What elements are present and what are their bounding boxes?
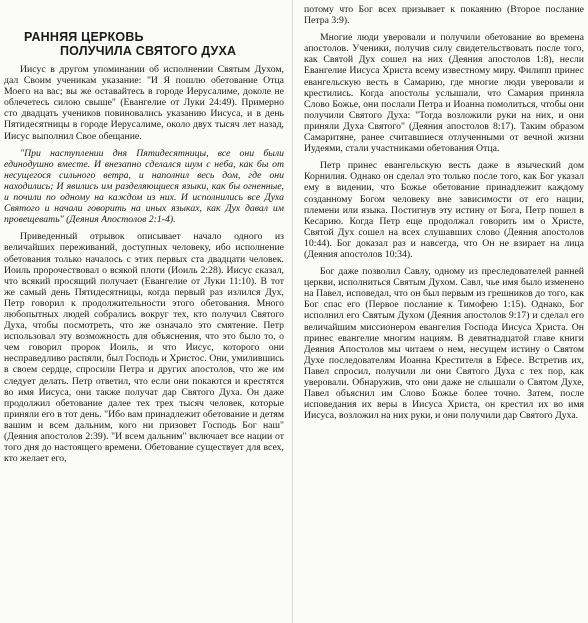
scripture-quote: "При наступлении дня Пятидесятницы, все они были единодушно вместе. И внезапно сделался шум с неба, как бы от несущегося сильного ветра, и наполнил весь дом, где они находились; И явились им разделяющиеся языки, как бы огненные, и почили по одному на каждом из них. И исполнились все Духа Святого и начали говорить на иных языках, как Дух давал им провещевать" (Деяния Апостолов 2:1-4). bbox=[4, 147, 284, 226]
paragraph-continuation: потому что Бог всех призывает к покаянию (Второе послание Петра 3:9). bbox=[304, 4, 584, 27]
paragraph-cornelius: Петр принес евангельскую весть даже в языческий дом Корнилия. Однако он сделал это только после того, как Бог указал ему в видении, что Божье обетование принадлежит каждому созданному Богом человеку вне зависимости от его нации, племени или языка. Постигнув эту истину от Бога, Петр пошел в Кесарию. Когда Петр еще продолжал говорить им о Христе, Святой Дух сошел на всех слушавших слово (Деяния апостолов 10:44). Бог доказал раз и навсегда, что Он не взирает на лица (Деяния апостолов 10:34). bbox=[304, 160, 584, 260]
paragraph-pentecost: Приведенный отрывок описывает начало одного из величайших переживаний, доступных человеку, ибо исполнение обетования только началось с этих первых ста двадцати человек. Иоиль пророчествовал о всякой плоти (Иоиль 2:28). Иисус сказал, что всякий просящий получает (Евангелие от Луки 11:10). В тот же самый день Пятидесятницы, когда первый раз излился Дух, Петр говорил к продолжительности этого обетования. Много любопытных людей собрались вокруг тех, кто получил Святого Духа, чтобы посмотреть, что же означало это смятение. Петр использовал эту возможность для объяснения, что это было то, о чем говорил пророк Иоиль, и что Иисус, которого они несправедливо распяли, был Господь и Христос. Они, умилившись в своем сердце, спросили Петра и других апостолов, что же им следует делать. Петр ответил, что если они покаются и крестятся во имя Иисуса, они также получат дар Святого Духа. Он даже продолжил обетование далее тех трех тысяч человек, которые приняли его в тот день. "Ибо вам принадлежит обетование и детям вашим и всем дальним, кого ни призовет Господь Бог наш" (Деяния апостолов 2:39). "И всем дальним" включает все нации от того дня до настоящего времени. Обетование существует для всех, кто желает его, bbox=[4, 231, 284, 465]
column-divider bbox=[292, 0, 293, 623]
paragraph-samaria: Многие люди уверовали и получили обетование во времена апостолов. Ученики, получив силу свидетельствовать после того, как Святой Дух сошел на них (Деяния апостолов 1:8), несли Евангелие Иисуса Христа всему известному миру. Филипп принес евангельскую весть в Самарию, где многие люди уверовали и крестились. Когда апостолы услышали, что Самария приняла Слово Божье, они послали Петра и Иоанна помолиться, чтобы они получили Святого Духа: "Тогда возложили руки на них, и они приняли Духа Святого" (Деяния апостолов 8:17). Таким образом Самаритяне, ранее считавшиеся отлученными от вечной жизни Иудеями, стали участниками обетования Отца. bbox=[304, 32, 584, 155]
left-column bbox=[4, 4, 284, 464]
paragraph-intro: Иисус в другом упоминании об исполнении Святым Духом, дал Своим ученикам указание: "И Я пошлю обетование Отца Моего на вас; вы же оставайтесь в городе Иерусалиме, доколе не облечетесь силою свыше" (Евангелие от Луки 24:49). Примерно сто двадцать учеников повиновались указанию Иисуса, и в день Пятидесятницы в городе Иерусалиме, около двух тысяч лет назад, Иисус выполнил Свое обещание. bbox=[4, 64, 284, 142]
article-title-line-1: РАННЯЯ ЦЕРКОВЬ bbox=[24, 30, 144, 44]
article-title-line-2: ПОЛУЧИЛА СВЯТОГО ДУХА bbox=[60, 44, 237, 58]
right-column bbox=[304, 4, 584, 421]
paragraph-paul: Бог даже позволил Савлу, одному из преследователей ранней церкви, исполниться Святым Духом. Савл, чье имя было изменено на Павел, исповедал, что он был первым из грешников до того, как Бог спас его (Первое послание к Тимофею 1:15). Однако, Бог исполнил его Святым Духом (Деяния апостолов 9:17) и сделал его величайшим миссионером евангелия Господа Иисуса Христа. Он принес евангелие многим нациям. В девятнадцатой главе книги Деяния Апостолов мы читаем о нем, несущем истину о Святом Духе последователям Иоанна Крестителя в Ефесе. Встретив их, Павел спросил, получили ли они Святого Духа с тех пор, как уверовали. Обнаружив, что они даже не слышали о Святом Духе, Павел объяснил им Слово Божье более точно. Затем, после исповедания их веры в Иисуса Христа, он крестил их во имя Иисуса, возложил на них руки, и они получили дар Святого Духа. bbox=[304, 266, 584, 422]
